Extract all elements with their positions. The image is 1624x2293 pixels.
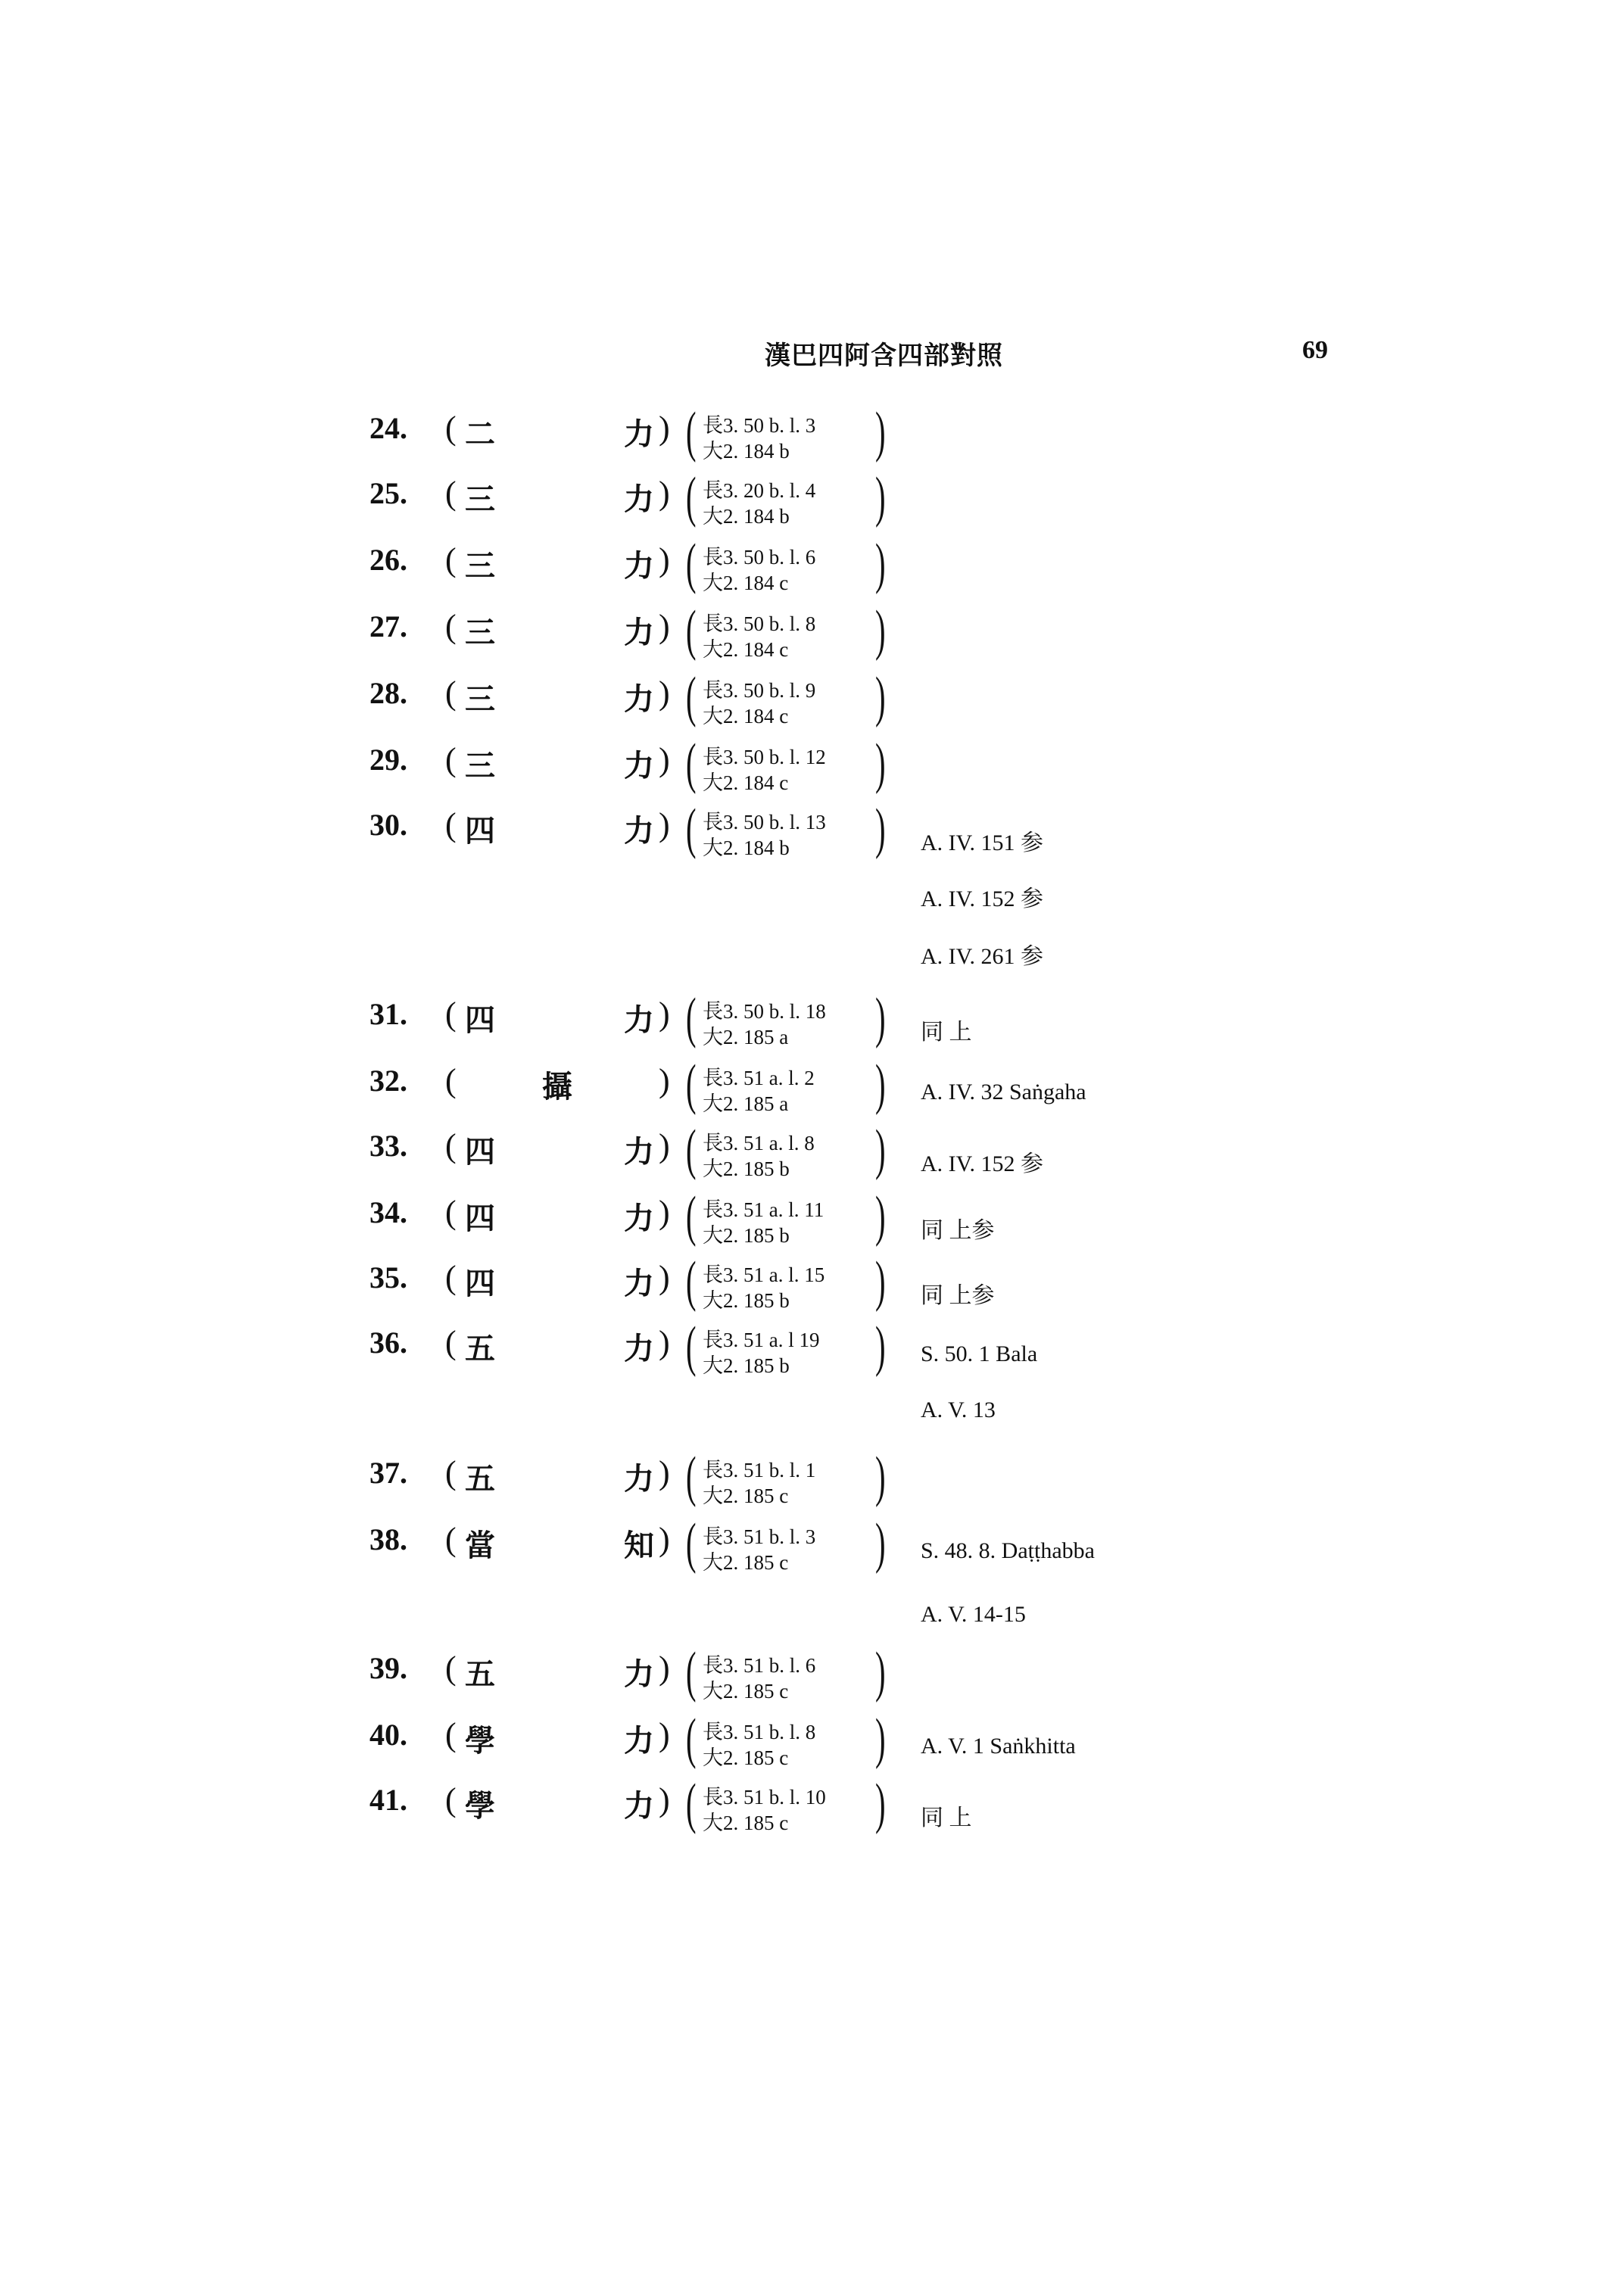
entry-number: 35. xyxy=(369,1260,407,1294)
agama-reference: 長3. 50 b. l. 18 xyxy=(703,1000,826,1023)
term-first-char: 三 xyxy=(465,482,495,516)
open-paren: ( xyxy=(445,1454,457,1491)
right-bracket: ) xyxy=(875,1251,886,1313)
term-first-char: 三 xyxy=(465,682,495,716)
close-paren: ) xyxy=(659,1716,670,1753)
term-first-char: 四 xyxy=(465,1266,495,1301)
open-paren: ( xyxy=(445,1127,457,1164)
agama-reference: 長3. 51 a. l. 11 xyxy=(703,1198,824,1221)
taisho-reference: 大2. 184 c xyxy=(703,771,789,794)
pali-reference: A. IV. 152 参 xyxy=(921,1151,1043,1176)
right-bracket: ) xyxy=(875,1185,886,1248)
agama-reference: 長3. 51 b. l. 1 xyxy=(703,1459,816,1481)
pali-reference: S. 50. 1 Bala xyxy=(921,1341,1038,1366)
running-title: 漢巴四阿含四部對照 xyxy=(765,342,1003,370)
open-paren: ( xyxy=(445,1716,457,1753)
term-last-char: 力 xyxy=(624,1789,654,1823)
left-bracket: ( xyxy=(686,733,697,795)
reference-group xyxy=(686,987,898,1049)
taisho-reference: 大2. 185 a xyxy=(703,1092,789,1115)
reference-group xyxy=(686,1185,898,1248)
left-bracket: ( xyxy=(686,533,697,595)
entry-number: 37. xyxy=(369,1456,407,1490)
taisho-reference: 大2. 184 b xyxy=(703,440,790,463)
left-bracket: ( xyxy=(686,1773,697,1835)
agama-reference: 長3. 50 b. l. 3 xyxy=(703,414,816,437)
taisho-reference: 大2. 185 c xyxy=(703,1812,789,1834)
close-paren: ) xyxy=(659,1194,670,1231)
agama-reference: 長3. 51 a. l. 8 xyxy=(703,1132,815,1154)
agama-reference: 長3. 50 b. l. 12 xyxy=(703,746,826,768)
open-paren: ( xyxy=(445,1650,457,1687)
entry-number: 32. xyxy=(369,1064,407,1098)
right-bracket: ) xyxy=(875,1513,886,1575)
term-first-char: 五 xyxy=(465,1332,495,1366)
term-last-char: 力 xyxy=(624,1135,654,1169)
entry-number: 25. xyxy=(369,476,407,510)
right-bracket: ) xyxy=(875,1773,886,1835)
right-bracket: ) xyxy=(875,1708,886,1770)
taisho-reference: 大2. 185 a xyxy=(703,1026,789,1048)
term-first-char: 二 xyxy=(465,417,495,451)
left-bracket: ( xyxy=(686,401,697,463)
close-paren: ) xyxy=(659,995,670,1033)
term-first-char: 學 xyxy=(465,1724,495,1758)
term-last-char: 力 xyxy=(624,549,654,583)
term-last-char: 力 xyxy=(624,1003,654,1037)
entry-number: 38. xyxy=(369,1522,407,1556)
taisho-reference: 大2. 184 c xyxy=(703,705,789,727)
left-bracket: ( xyxy=(686,1185,697,1248)
term-first-char: 學 xyxy=(465,1789,495,1823)
close-paren: ) xyxy=(659,1781,670,1818)
agama-reference: 長3. 51 a. l. 15 xyxy=(703,1263,825,1286)
entry-number: 24. xyxy=(369,411,407,445)
left-bracket: ( xyxy=(686,987,697,1049)
agama-reference: 長3. 50 b. l. 6 xyxy=(703,546,816,569)
agama-reference: 長3. 51 a. l. 2 xyxy=(703,1067,815,1089)
term-last-char: 力 xyxy=(624,1201,654,1235)
pali-reference: 同 上参 xyxy=(921,1218,995,1243)
reference-group xyxy=(686,1251,898,1313)
open-paren: ( xyxy=(445,410,457,447)
term-first-char: 三 xyxy=(465,749,495,783)
agama-reference: 長3. 50 b. l. 9 xyxy=(703,679,816,702)
term-last-char: 力 xyxy=(624,1332,654,1366)
reference-group xyxy=(686,600,898,662)
close-paren: ) xyxy=(659,608,670,645)
term-last-char: 力 xyxy=(624,814,654,848)
open-paren: ( xyxy=(445,1194,457,1231)
left-bracket: ( xyxy=(686,466,697,528)
taisho-reference: 大2. 184 b xyxy=(703,505,790,528)
reference-group xyxy=(686,1513,898,1575)
term-last-char: 力 xyxy=(624,749,654,783)
term-last-char: 力 xyxy=(624,1724,654,1758)
close-paren: ) xyxy=(659,410,670,447)
term-first-char: 三 xyxy=(465,549,495,583)
agama-reference: 長3. 20 b. l. 4 xyxy=(703,479,816,502)
right-bracket: ) xyxy=(875,798,886,860)
pali-reference: A. V. 1 Saṅkhitta xyxy=(921,1734,1076,1759)
left-bracket: ( xyxy=(686,1513,697,1575)
close-paren: ) xyxy=(659,541,670,578)
open-paren: ( xyxy=(445,608,457,645)
reference-group xyxy=(686,533,898,595)
term-last-char: 力 xyxy=(624,1657,654,1691)
term-first-char: 五 xyxy=(465,1462,495,1496)
taisho-reference: 大2. 185 b xyxy=(703,1289,790,1312)
reference-group xyxy=(686,1446,898,1508)
open-paren: ( xyxy=(445,1521,457,1558)
close-paren: ) xyxy=(659,1259,670,1296)
term-first-char: 三 xyxy=(465,615,495,650)
reference-group xyxy=(686,666,898,728)
reference-group xyxy=(686,1316,898,1378)
taisho-reference: 大2. 185 b xyxy=(703,1354,790,1377)
term-last-char: 力 xyxy=(624,1462,654,1496)
page-number: 69 xyxy=(1302,336,1328,364)
left-bracket: ( xyxy=(686,798,697,860)
pali-reference-extra: A. V. 14-15 xyxy=(921,1602,1026,1627)
close-paren: ) xyxy=(659,1521,670,1558)
reference-group xyxy=(686,1773,898,1835)
left-bracket: ( xyxy=(686,1446,697,1508)
term-first-char: 四 xyxy=(465,814,495,848)
left-bracket: ( xyxy=(686,1054,697,1116)
right-bracket: ) xyxy=(875,533,886,595)
term-last-char: 知 xyxy=(624,1528,654,1562)
close-paren: ) xyxy=(659,741,670,778)
left-bracket: ( xyxy=(686,600,697,662)
term-last-char: 力 xyxy=(624,482,654,516)
right-bracket: ) xyxy=(875,600,886,662)
pali-reference: S. 48. 8. Daṭṭhabba xyxy=(921,1538,1095,1563)
right-bracket: ) xyxy=(875,1054,886,1116)
taisho-reference: 大2. 185 c xyxy=(703,1551,789,1574)
taisho-reference: 大2. 184 b xyxy=(703,837,790,859)
term-last-char: 力 xyxy=(624,1266,654,1301)
entry-number: 41. xyxy=(369,1783,407,1817)
close-paren: ) xyxy=(659,1062,670,1099)
right-bracket: ) xyxy=(875,666,886,728)
term-last-char: 力 xyxy=(624,615,654,650)
open-paren: ( xyxy=(445,1062,457,1099)
close-paren: ) xyxy=(659,1324,670,1361)
left-bracket: ( xyxy=(686,1251,697,1313)
left-bracket: ( xyxy=(686,1316,697,1378)
entry-number: 26. xyxy=(369,543,407,577)
taisho-reference: 大2. 184 c xyxy=(703,572,789,594)
taisho-reference: 大2. 185 b xyxy=(703,1157,790,1180)
term-last-char: 力 xyxy=(624,682,654,716)
pali-reference: 同 上参 xyxy=(921,1283,995,1308)
right-bracket: ) xyxy=(875,1641,886,1703)
right-bracket: ) xyxy=(875,733,886,795)
left-bracket: ( xyxy=(686,1641,697,1703)
reference-group xyxy=(686,798,898,860)
entry-number: 40. xyxy=(369,1718,407,1752)
right-bracket: ) xyxy=(875,1119,886,1181)
pali-reference-extra: A. V. 13 xyxy=(921,1397,996,1422)
open-paren: ( xyxy=(445,675,457,712)
taisho-reference: 大2. 185 c xyxy=(703,1680,789,1703)
agama-reference: 長3. 51 a. l 19 xyxy=(703,1329,820,1351)
pali-reference: A. IV. 151 参 xyxy=(921,830,1043,855)
open-paren: ( xyxy=(445,541,457,578)
taisho-reference: 大2. 185 b xyxy=(703,1224,790,1247)
entry-number: 33. xyxy=(369,1129,407,1163)
entry-number: 36. xyxy=(369,1326,407,1360)
open-paren: ( xyxy=(445,475,457,512)
open-paren: ( xyxy=(445,741,457,778)
right-bracket: ) xyxy=(875,987,886,1049)
pali-reference: A. IV. 32 Saṅgaha xyxy=(921,1080,1086,1104)
agama-reference: 長3. 51 b. l. 8 xyxy=(703,1721,816,1743)
left-bracket: ( xyxy=(686,1708,697,1770)
open-paren: ( xyxy=(445,995,457,1033)
reference-group xyxy=(686,1054,898,1116)
left-bracket: ( xyxy=(686,666,697,728)
close-paren: ) xyxy=(659,675,670,712)
close-paren: ) xyxy=(659,1127,670,1164)
reference-group xyxy=(686,1641,898,1703)
right-bracket: ) xyxy=(875,401,886,463)
entry-number: 39. xyxy=(369,1651,407,1685)
term-first-char: 當 xyxy=(465,1528,495,1562)
open-paren: ( xyxy=(445,806,457,843)
reference-group xyxy=(686,733,898,795)
term-first-char: 四 xyxy=(465,1135,495,1169)
term-first-char: 五 xyxy=(465,1657,495,1691)
reference-group xyxy=(686,1708,898,1770)
term-middle-char: 攝 xyxy=(542,1070,572,1104)
entry-number: 31. xyxy=(369,997,407,1031)
pali-reference: 同 上 xyxy=(921,1805,972,1830)
agama-reference: 長3. 51 b. l. 3 xyxy=(703,1525,816,1548)
term-first-char: 四 xyxy=(465,1003,495,1037)
agama-reference: 長3. 50 b. l. 13 xyxy=(703,811,826,833)
right-bracket: ) xyxy=(875,1316,886,1378)
pali-reference: 同 上 xyxy=(921,1020,972,1045)
taisho-reference: 大2. 185 c xyxy=(703,1485,789,1507)
term-last-char: 力 xyxy=(624,417,654,451)
agama-reference: 長3. 50 b. l. 8 xyxy=(703,612,816,635)
close-paren: ) xyxy=(659,806,670,843)
agama-reference: 長3. 51 b. l. 10 xyxy=(703,1786,826,1809)
taisho-reference: 大2. 185 c xyxy=(703,1746,789,1769)
pali-reference-extra: A. IV. 152 参 xyxy=(921,886,1043,911)
right-bracket: ) xyxy=(875,466,886,528)
left-bracket: ( xyxy=(686,1119,697,1181)
open-paren: ( xyxy=(445,1324,457,1361)
entry-number: 28. xyxy=(369,676,407,710)
entry-number: 34. xyxy=(369,1195,407,1229)
taisho-reference: 大2. 184 c xyxy=(703,638,789,661)
agama-reference: 長3. 51 b. l. 6 xyxy=(703,1654,816,1677)
open-paren: ( xyxy=(445,1259,457,1296)
term-first-char: 四 xyxy=(465,1201,495,1235)
reference-group xyxy=(686,1119,898,1181)
right-bracket: ) xyxy=(875,1446,886,1508)
open-paren: ( xyxy=(445,1781,457,1818)
close-paren: ) xyxy=(659,475,670,512)
reference-group xyxy=(686,466,898,528)
pali-reference-extra: A. IV. 261 参 xyxy=(921,944,1043,969)
entry-number: 27. xyxy=(369,609,407,643)
close-paren: ) xyxy=(659,1454,670,1491)
entry-number: 30. xyxy=(369,808,407,842)
reference-group xyxy=(686,401,898,463)
close-paren: ) xyxy=(659,1650,670,1687)
entry-number: 29. xyxy=(369,743,407,777)
